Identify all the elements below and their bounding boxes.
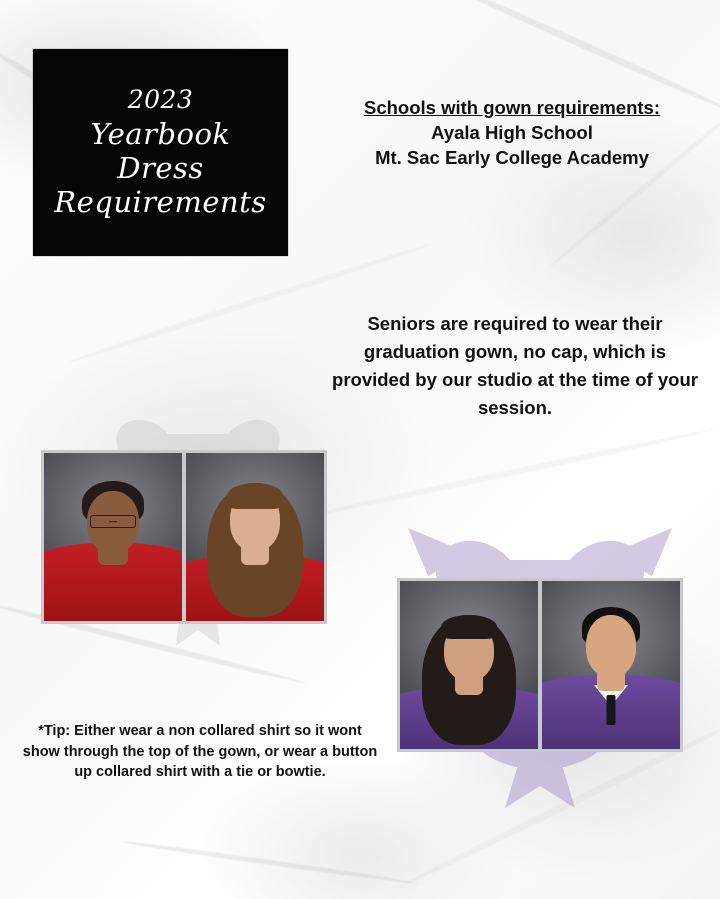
marble-vein (432, 0, 720, 112)
school-name-ayala: Ayala High School (431, 121, 593, 143)
title-card (33, 49, 288, 256)
schools-block (312, 96, 712, 171)
hair-front (227, 483, 283, 509)
marble-vein (304, 426, 716, 519)
face (586, 615, 636, 677)
necktie (607, 695, 616, 725)
seniors-requirement-note: Seniors are required to wear their graduation gown, no cap, which is provided by our studio at the time of your session. (332, 313, 698, 419)
tip-note: *Tip: Either wear a non collared shirt so it wont show through the top of the gown, or wear a button up collared shirt with a tie or bowtie. (22, 723, 378, 781)
portrait-red-gown-long-hair (186, 453, 324, 621)
hair-front (441, 615, 497, 639)
title-year: 2023 (127, 85, 194, 115)
portrait-purple-gown-tie (542, 581, 680, 749)
photo-pair-red-gowns (41, 450, 327, 624)
portrait-purple-gown-long-hair (400, 581, 538, 749)
schools-heading: Schools with gown requirements: (363, 97, 661, 118)
glasses-icon (90, 515, 136, 528)
school-name-mtsac: Mt. Sac Early College Academy (375, 146, 649, 168)
title-line-requirements: Requirements (54, 185, 267, 220)
portrait-red-gown-glasses (44, 453, 182, 621)
title-line-dress: Dress (117, 151, 204, 186)
marble-vein (121, 839, 419, 886)
photo-pair-purple-gowns (397, 578, 683, 752)
title-line-yearbook: Yearbook (90, 116, 231, 151)
